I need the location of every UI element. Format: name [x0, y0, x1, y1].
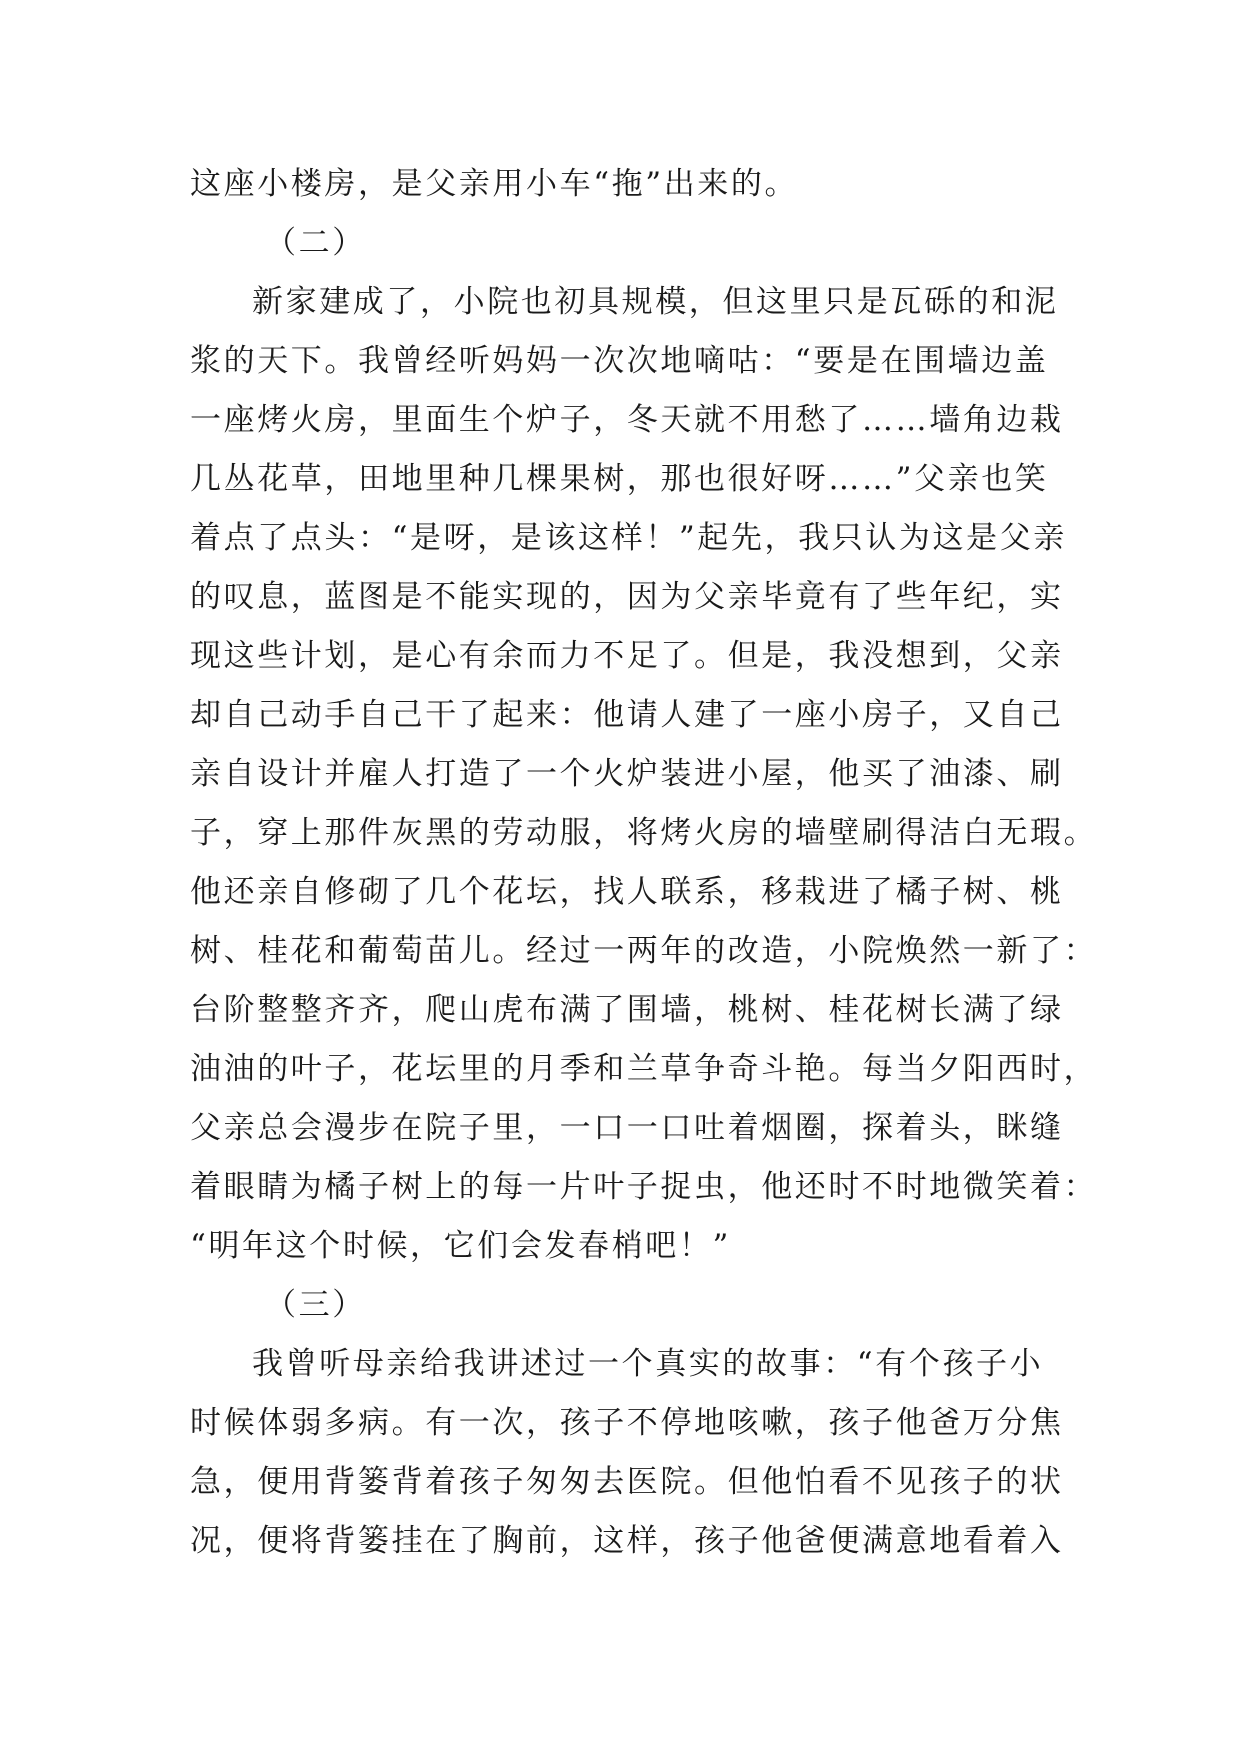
text-line: 他还亲自修砌了几个花坛，找人联系，移栽进了橘子树、桃 — [190, 874, 1064, 910]
text-line: 况，便将背篓挂在了胸前，这样，孩子他爸便满意地看着入 — [190, 1523, 1064, 1559]
text-line: 急，便用背篓背着孩子匆匆去医院。但他怕看不见孩子的状 — [190, 1464, 1064, 1500]
section-heading-3: （三） — [265, 1287, 366, 1323]
text-line: 一座烤火房，里面生个炉子，冬天就不用愁了……墙角边栽 — [190, 402, 1064, 438]
text-line: 着点了点头：“是呀，是该这样！”起先，我只认为这是父亲 — [190, 520, 1067, 556]
text-line: 油油的叶子，花坛里的月季和兰草争奇斗艳。每当夕阳西时， — [190, 1051, 1098, 1087]
text-line: 亲自设计并雇人打造了一个火炉装进小屋，他买了油漆、刷 — [190, 756, 1064, 792]
text-line: 子，穿上那件灰黑的劳动服，将烤火房的墙壁刷得洁白无瑕。 — [190, 815, 1098, 851]
text-line: “明年这个时候，它们会发春梢吧！” — [190, 1228, 731, 1264]
text-line: 时候体弱多病。有一次，孩子不停地咳嗽，孩子他爸万分焦 — [190, 1405, 1064, 1441]
text-line: 浆的天下。我曾经听妈妈一次次地嘀咕：“要是在围墙边盖 — [190, 343, 1049, 379]
text-line: 却自己动手自己干了起来：他请人建了一座小房子，又自己 — [190, 697, 1064, 733]
text-line: 新家建成了，小院也初具规模，但这里只是瓦砾的和泥 — [252, 284, 1059, 320]
text-line: 这座小楼房，是父亲用小车“拖”出来的。 — [190, 166, 799, 202]
text-line: 台阶整整齐齐，爬山虎布满了围墙，桃树、桂花树长满了绿 — [190, 992, 1064, 1028]
text-line: 几丛花草，田地里种几棵果树，那也很好呀……”父亲也笑 — [190, 461, 1049, 497]
text-line: 父亲总会漫步在院子里，一口一口吐着烟圈，探着头，眯缝 — [190, 1110, 1064, 1146]
text-line: 着眼睛为橘子树上的每一片叶子捉虫，他还时不时地微笑着： — [190, 1169, 1098, 1205]
section-heading-2: （二） — [265, 225, 366, 261]
text-line: 现这些计划，是心有余而力不足了。但是，我没想到，父亲 — [190, 638, 1064, 674]
text-line: 我曾听母亲给我讲述过一个真实的故事：“有个孩子小 — [252, 1346, 1044, 1382]
document-body — [190, 155, 1098, 1571]
text-line: 的叹息，蓝图是不能实现的，因为父亲毕竟有了些年纪，实 — [190, 579, 1064, 615]
text-line: 树、桂花和葡萄苗儿。经过一两年的改造，小院焕然一新了： — [190, 933, 1098, 969]
